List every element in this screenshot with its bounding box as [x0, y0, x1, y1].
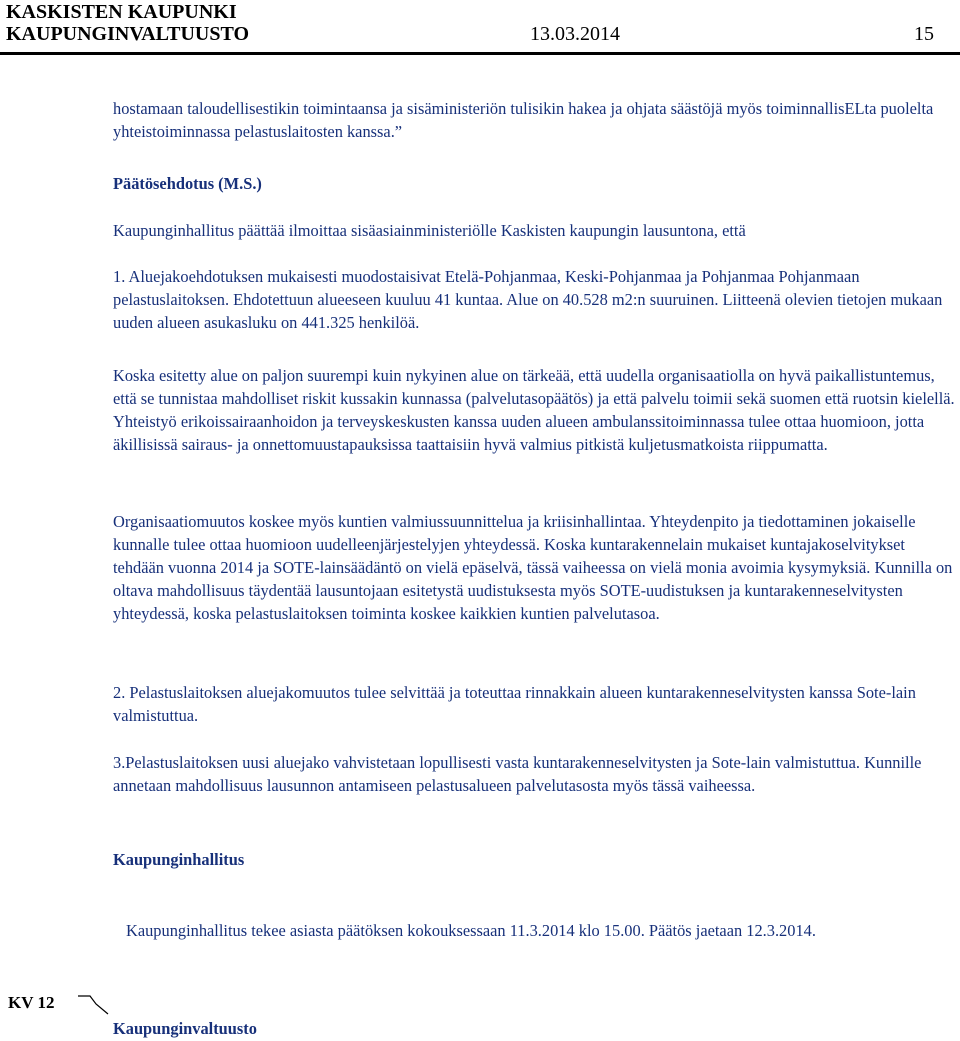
organization-name: KASKISTEN KAUPUNKI	[6, 1, 237, 23]
intro-paragraph: hostamaan taloudellisestikin toimintaansa ja sisäministeriön tulisikin hakea ja ohjata säästöjä myös toiminnallisELta puolelta yhteistoiminnassa pelastuslaitosten kanssa.”	[113, 99, 934, 141]
body-name: KAUPUNGINVALTUUSTO	[6, 23, 250, 45]
page-number: 15	[914, 23, 934, 45]
board-decision: Kaupunginhallitus tekee asiasta päätöksen kokouksessaan 11.3.2014 klo 15.00. Päätös jaetaan 12.3.2014.	[126, 921, 816, 940]
item-2: 2. Pelastuslaitoksen aluejakomuutos tulee selvittää ja toteuttaa rinnakkain alueen kuntarakenneselvitysten kanssa Sote-lain valmistuttua.	[113, 683, 916, 725]
board-heading: Kaupunginhallitus	[113, 850, 245, 869]
council-heading: Kaupunginvaltuusto	[113, 1019, 257, 1038]
item-3: 3.Pelastuslaitoksen uusi aluejako vahvistetaan lopullisesti vasta kuntarakenneselvitysten ja Sote-lain valmistuttua. Kunnille annetaan mahdollisuus lausunnon antamiseen pelastusalueen palvelutasosta myös tässä vaiheessa.	[113, 753, 922, 795]
paragraph-koska: Koska esitetty alue on paljon suurempi kuin nykyinen alue on tärkeää, että uudella organisaatiolla on hyvä paikallistuntemus, että se tunnistaa mahdolliset riskit kussakin kunnassa (palvelutasopäätös) ja että palvelu toimii sekä suomen että ruotsin kielellä. Yhteistyö erikoissairaanhoidon ja terveyskeskusten kanssa uuden alueen ambulanssitoiminnassa tulee ottaa huomioon, jotta äkillisissä sairaus- ja onnettomuustapauksissa taattaisiin hyvä valmius pitkistä kuljetusmatkoista riippumatta.	[113, 366, 955, 454]
paragraph-organisaatio: Organisaatiomuutos koskee myös kuntien valmiussuunnittelua ja kriisinhallintaa. Yhteydenpito ja tiedottaminen jokaiselle kunnalle tulee ottaa huomioon uudelleenjärjestelyjen yhteydessä. Koska kuntarakennelain mukaiset kuntajakoselvitykset tehdään vuonna 2014 ja SOTE-lainsäädäntö on vielä epäselvä, tässä vaiheessa on vielä monia avoimia kysymyksiä. Kunnilla on oltava mahdollisuus täydentää lausuntojaan esitetystä uudistuksesta myös SOTE-uudistuksen ja kuntarakenneselvitysten yhteydessä, koska pelastuslaitoksen toiminta koskee kaikkien kuntien palvelutasoa.	[113, 512, 953, 623]
kv-label: KV 12	[8, 993, 55, 1012]
meeting-date: 13.03.2014	[530, 23, 620, 45]
item-1: 1. Aluejakoehdotuksen mukaisesti muodostaisivat Etelä-Pohjanmaa, Keski-Pohjanmaa ja Pohjanmaa Pohjanmaan pelastuslaitoksen. Ehdotettuun alueeseen kuuluu 41 kuntaa. Alue on 40.528 m2:n suuruinen. Liitteenä olevien tietojen mukaan uuden alueen asukasluku on 441.325 henkilöä.	[113, 267, 943, 332]
header-rule	[0, 52, 960, 55]
section-mark-icon	[76, 990, 110, 1016]
proposal-lead: Kaupunginhallitus päättää ilmoittaa sisäasiainministeriölle Kaskisten kaupungin lausuntona, että	[113, 221, 746, 240]
proposal-heading: Päätösehdotus (M.S.)	[113, 174, 262, 193]
